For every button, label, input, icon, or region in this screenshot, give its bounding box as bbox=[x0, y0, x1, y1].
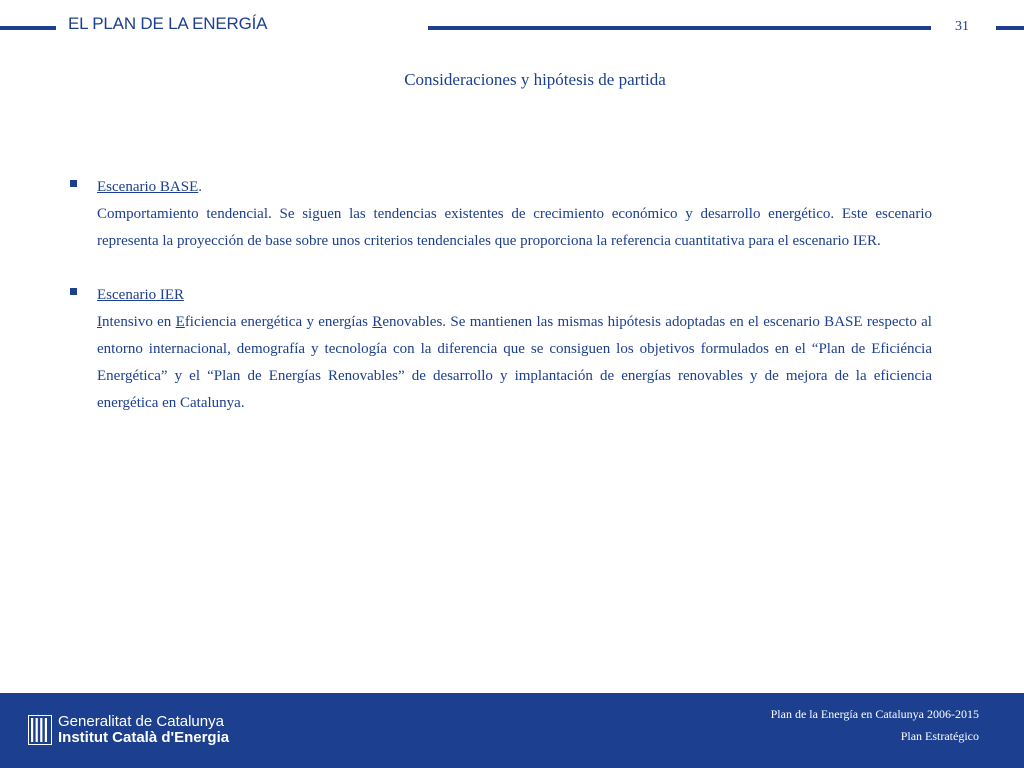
acronym-letter-r: R bbox=[372, 314, 383, 330]
slide-subtitle: Consideraciones y hipótesis de partida bbox=[404, 70, 666, 89]
page-number: 31 bbox=[955, 19, 969, 34]
bullet-body bbox=[97, 309, 932, 417]
bullet-heading bbox=[97, 282, 932, 309]
bullet-body: Comportamiento tendencial. Se siguen las tendencias existentes de crecimiento económico y desarrollo energético. Este escenario representa la proyección de base sobre unos criterios tendenciales que proporciona la referencia cuantitativa para el escenario IER. bbox=[97, 206, 932, 249]
logo-line-1: Generalitat de Catalunya bbox=[58, 713, 224, 730]
generalitat-stripes-icon bbox=[28, 715, 52, 745]
logo-line-2: Institut Català d'Energia bbox=[58, 729, 230, 746]
body-text-1: ntensivo en bbox=[102, 314, 176, 330]
acronym-letter-e: E bbox=[175, 314, 185, 330]
acronym-letter-i: I bbox=[97, 314, 102, 330]
heading-underlined: Escenario IER bbox=[97, 287, 185, 303]
organization-logo-text bbox=[58, 714, 229, 746]
footer-bar bbox=[0, 693, 1024, 768]
bullet-escenario-base bbox=[70, 174, 932, 255]
header-rule-middle bbox=[428, 26, 931, 30]
bullet-escenario-ier bbox=[70, 282, 932, 417]
square-bullet-icon bbox=[70, 180, 77, 187]
square-bullet-icon bbox=[70, 288, 77, 295]
footer-plan-info bbox=[771, 703, 979, 747]
slide-content bbox=[70, 174, 932, 417]
bullet-heading bbox=[97, 174, 932, 201]
plan-title: Plan de la Energía en Catalunya 2006-2015 bbox=[770, 707, 979, 721]
heading-suffix: . bbox=[198, 179, 202, 195]
heading-underlined: Escenario BASE bbox=[97, 179, 199, 195]
header-rule-left bbox=[0, 26, 56, 30]
body-text-2: ficiencia energética y energías bbox=[184, 314, 373, 330]
plan-subtitle: Plan Estratégico bbox=[900, 729, 979, 743]
body-text-3: enovables. Se mantienen las mismas hipótesis adoptadas en el escenario BASE respecto al entorno internacional, demografía y tecnología con la diferencia que se consiguen los objetivos formulados en el “Plan de Eficiéncia Energética” y el “Plan de Energías Renovables” de desarrollo y implantación de energías renovables y de mejora de la eficiencia energética en Catalunya. bbox=[97, 314, 932, 411]
section-title: EL PLAN DE LA ENERGÍA bbox=[68, 14, 268, 33]
header-rule-right bbox=[996, 26, 1024, 30]
